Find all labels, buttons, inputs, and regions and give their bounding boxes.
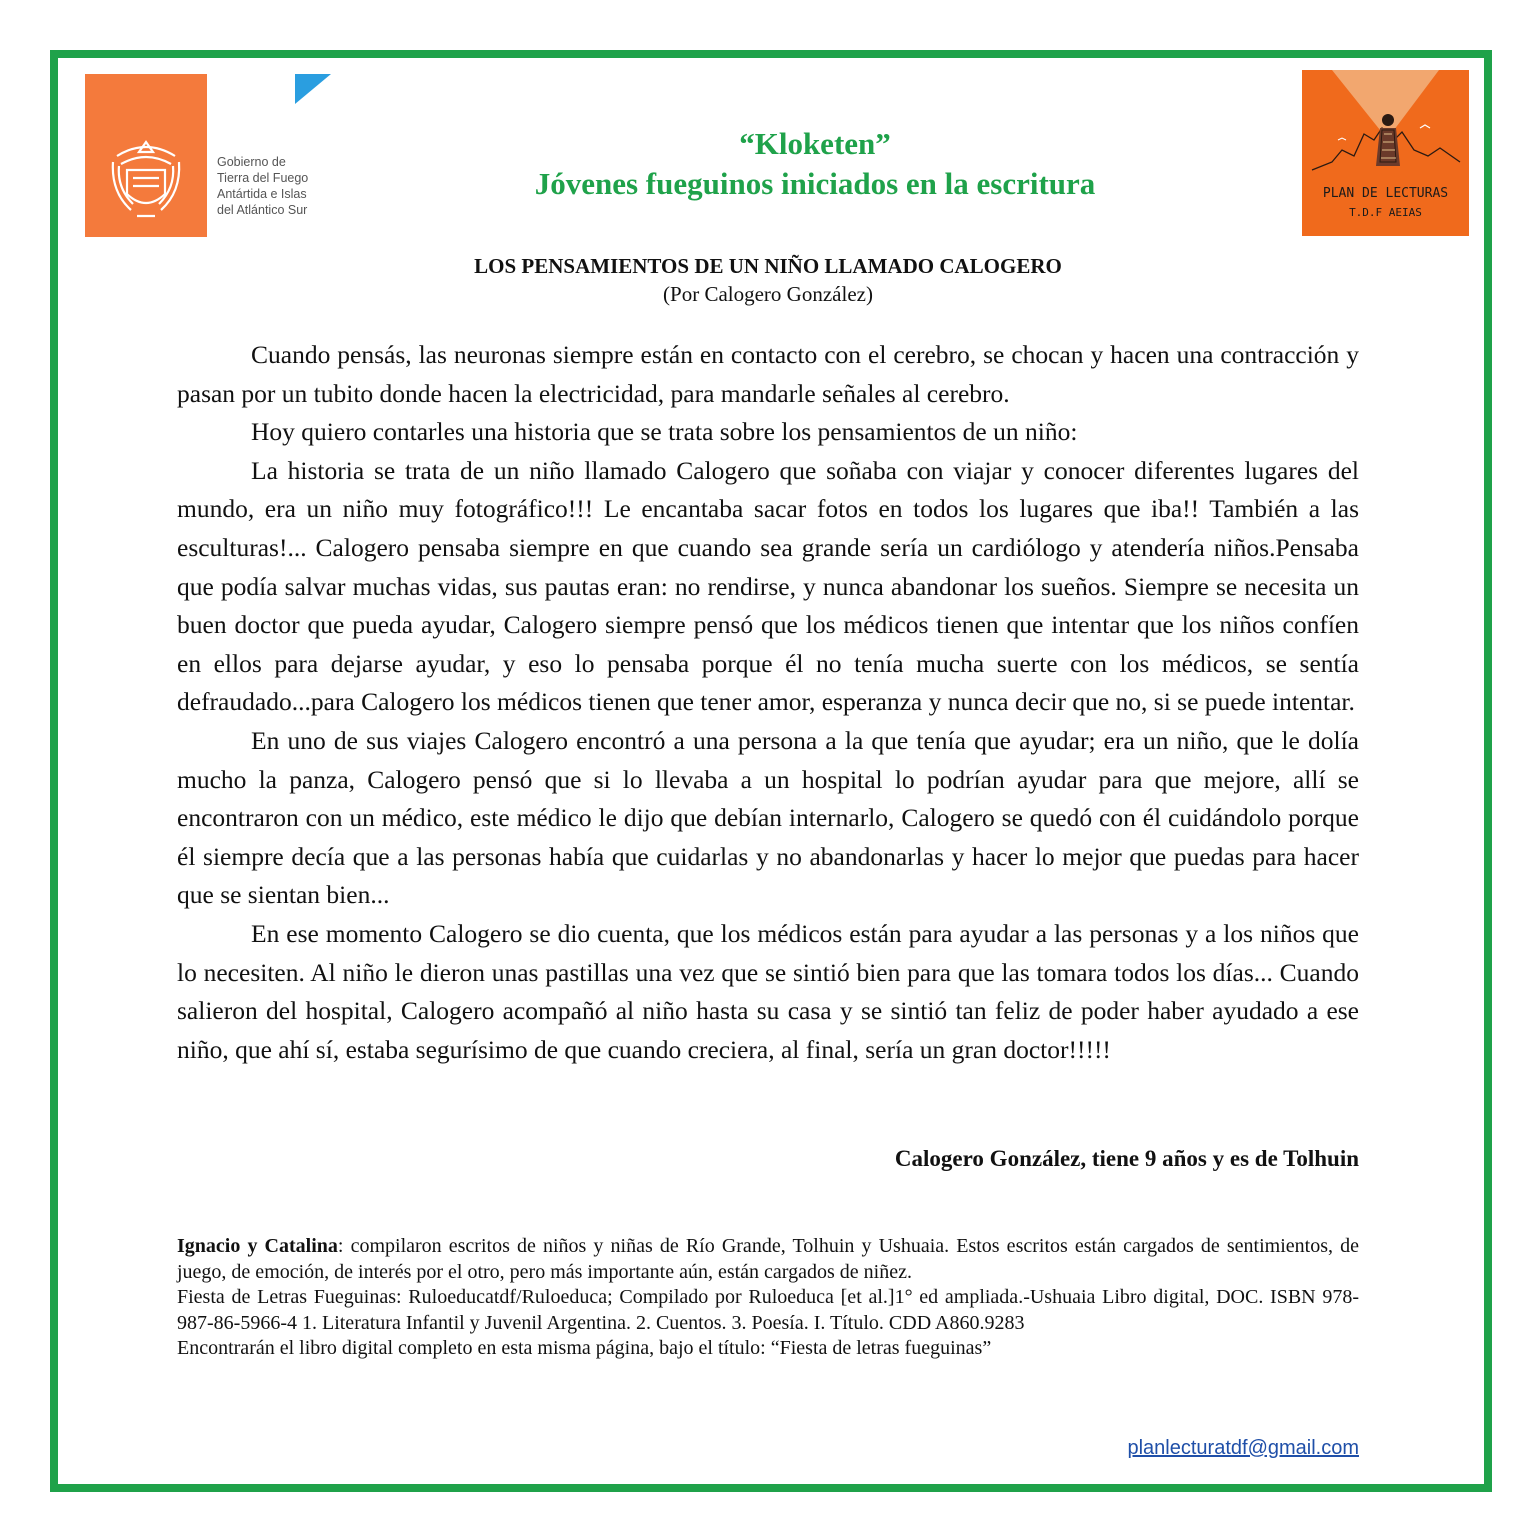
plan-logo-title: PLAN DE LECTURAS — [1322, 186, 1449, 201]
compilers-text: : compilaron escritos de niños y niñas de Río Grande, Tolhuin y Ushuaia. Estos escritos están cargados de sentimientos, de juego, de emoción, de interés por el otro, pero más importante aún, están cargados de niñez. — [177, 1235, 1359, 1283]
compilers-label: Ignacio y Catalina — [177, 1235, 338, 1257]
header-title-line2: Jóvenes fueguinos iniciados en la escritura — [534, 166, 1096, 201]
citation-note: Fiesta de Letras Fueguinas: Ruloeducatdf/Ruloeduca; Compilado por Ruloeduca [et al.]1° ed ampliada.-Ushuaia Libro digital, DOC. ISBN 978-987-86-5966-4 1. Literatura Infantil y Juvenil Argentina. 2. Cuentos. 3. Poesía. I. Título. CDD A860.9283 — [177, 1286, 1359, 1334]
gov-logo-line: Tierra del Fuego — [217, 171, 309, 185]
plan-de-lecturas-logo — [1302, 70, 1469, 236]
gov-logo-line: del Atlántico Sur — [217, 203, 308, 217]
gov-logo-line: Gobierno de — [217, 155, 286, 169]
gov-logo-blue-triangle — [295, 74, 331, 104]
story-title: LOS PENSAMIENTOS DE UN NIÑO LLAMADO CALOGERO — [474, 254, 1062, 278]
story-paragraph: En uno de sus viajes Calogero encontró a una persona a la que tenía que ayudar; era un niño, que le dolía mucho la panza, Calogero pensó que si lo llevaba a un hospital lo podrían ayudar para que mejore, allí se encontraron con un médico, este médico le dijo que debían internarlo, Calogero se quedó con él cuidándolo porque él siempre decía que a las personas había que cuidarlas y no abandonarlas y hacer lo mejor que puedas para hacer que se sientan bien... — [177, 725, 1359, 910]
gov-logo-text — [217, 154, 337, 218]
header-title-line1: “Kloketen” — [739, 126, 891, 161]
story-paragraph: Hoy quiero contarles una historia que se trata sobre los pensamientos de un niño: — [251, 417, 1078, 447]
gov-logo-line: Antártida e Islas — [217, 187, 307, 201]
header-title — [330, 124, 1300, 204]
story-byline: (Por Calogero González) — [663, 282, 873, 306]
plan-logo-subtitle: T.D.F AEIAS — [1349, 206, 1422, 219]
government-logo — [85, 74, 330, 237]
footer-notes — [177, 1234, 1359, 1362]
author-signature: Calogero González, tiene 9 años y es de Tolhuin — [894, 1146, 1359, 1171]
story-body — [177, 336, 1359, 1069]
provincial-emblem-icon — [103, 136, 189, 222]
story-paragraph: La historia se trata de un niño llamado Calogero que soñaba con viajar y conocer diferentes lugares del mundo, era un niño muy fotográfico!!! Le encantaba sacar fotos en todos los lugares que iba!! También a las esculturas!... Calogero pensaba siempre en que cuando sea grande sería un cardiólogo y atendería niños.Pensaba que podía salvar muchas vidas, sus pautas eran: no rendirse, y nunca abandonar los sueños. Siempre se necesita un buen doctor que pueda ayudar, Calogero siempre pensó que los médicos tienen que intentar que los niños confíen en ellos para dejarse ayudar, y eso lo pensaba porque él no tenía mucha suerte con los médicos, se sentía defraudado...para Calogero los médicos tienen que tener amor, esperanza y nunca decir que no, si se puede intentar. — [177, 455, 1359, 717]
contact-email-link[interactable]: planlecturatdf@gmail.com — [1127, 1437, 1359, 1459]
availability-note: Encontrarán el libro digital completo en esta misma página, bajo el título: “Fiesta de letras fueguinas” — [177, 1337, 992, 1359]
story-paragraph: En ese momento Calogero se dio cuenta, que los médicos están para ayudar a las personas y a los niños que lo necesiten. Al niño le dieron unas pastillas una vez que se sintió bien para que las tomara todos los días... Cuando salieron del hospital, Calogero acompañó al niño hasta su casa y se sintió tan feliz de poder haber ayudado a ese niño, que ahí sí, estaba segurísimo de que cuando creciera, al final, sería un gran doctor!!!!! — [177, 918, 1359, 1064]
compilers-note — [177, 1234, 1359, 1285]
story-paragraph: Cuando pensás, las neuronas siempre están en contacto con el cerebro, se chocan y hacen una contracción y pasan por un tubito donde hacen la electricidad, para mandarle señales al cerebro. — [177, 340, 1359, 408]
